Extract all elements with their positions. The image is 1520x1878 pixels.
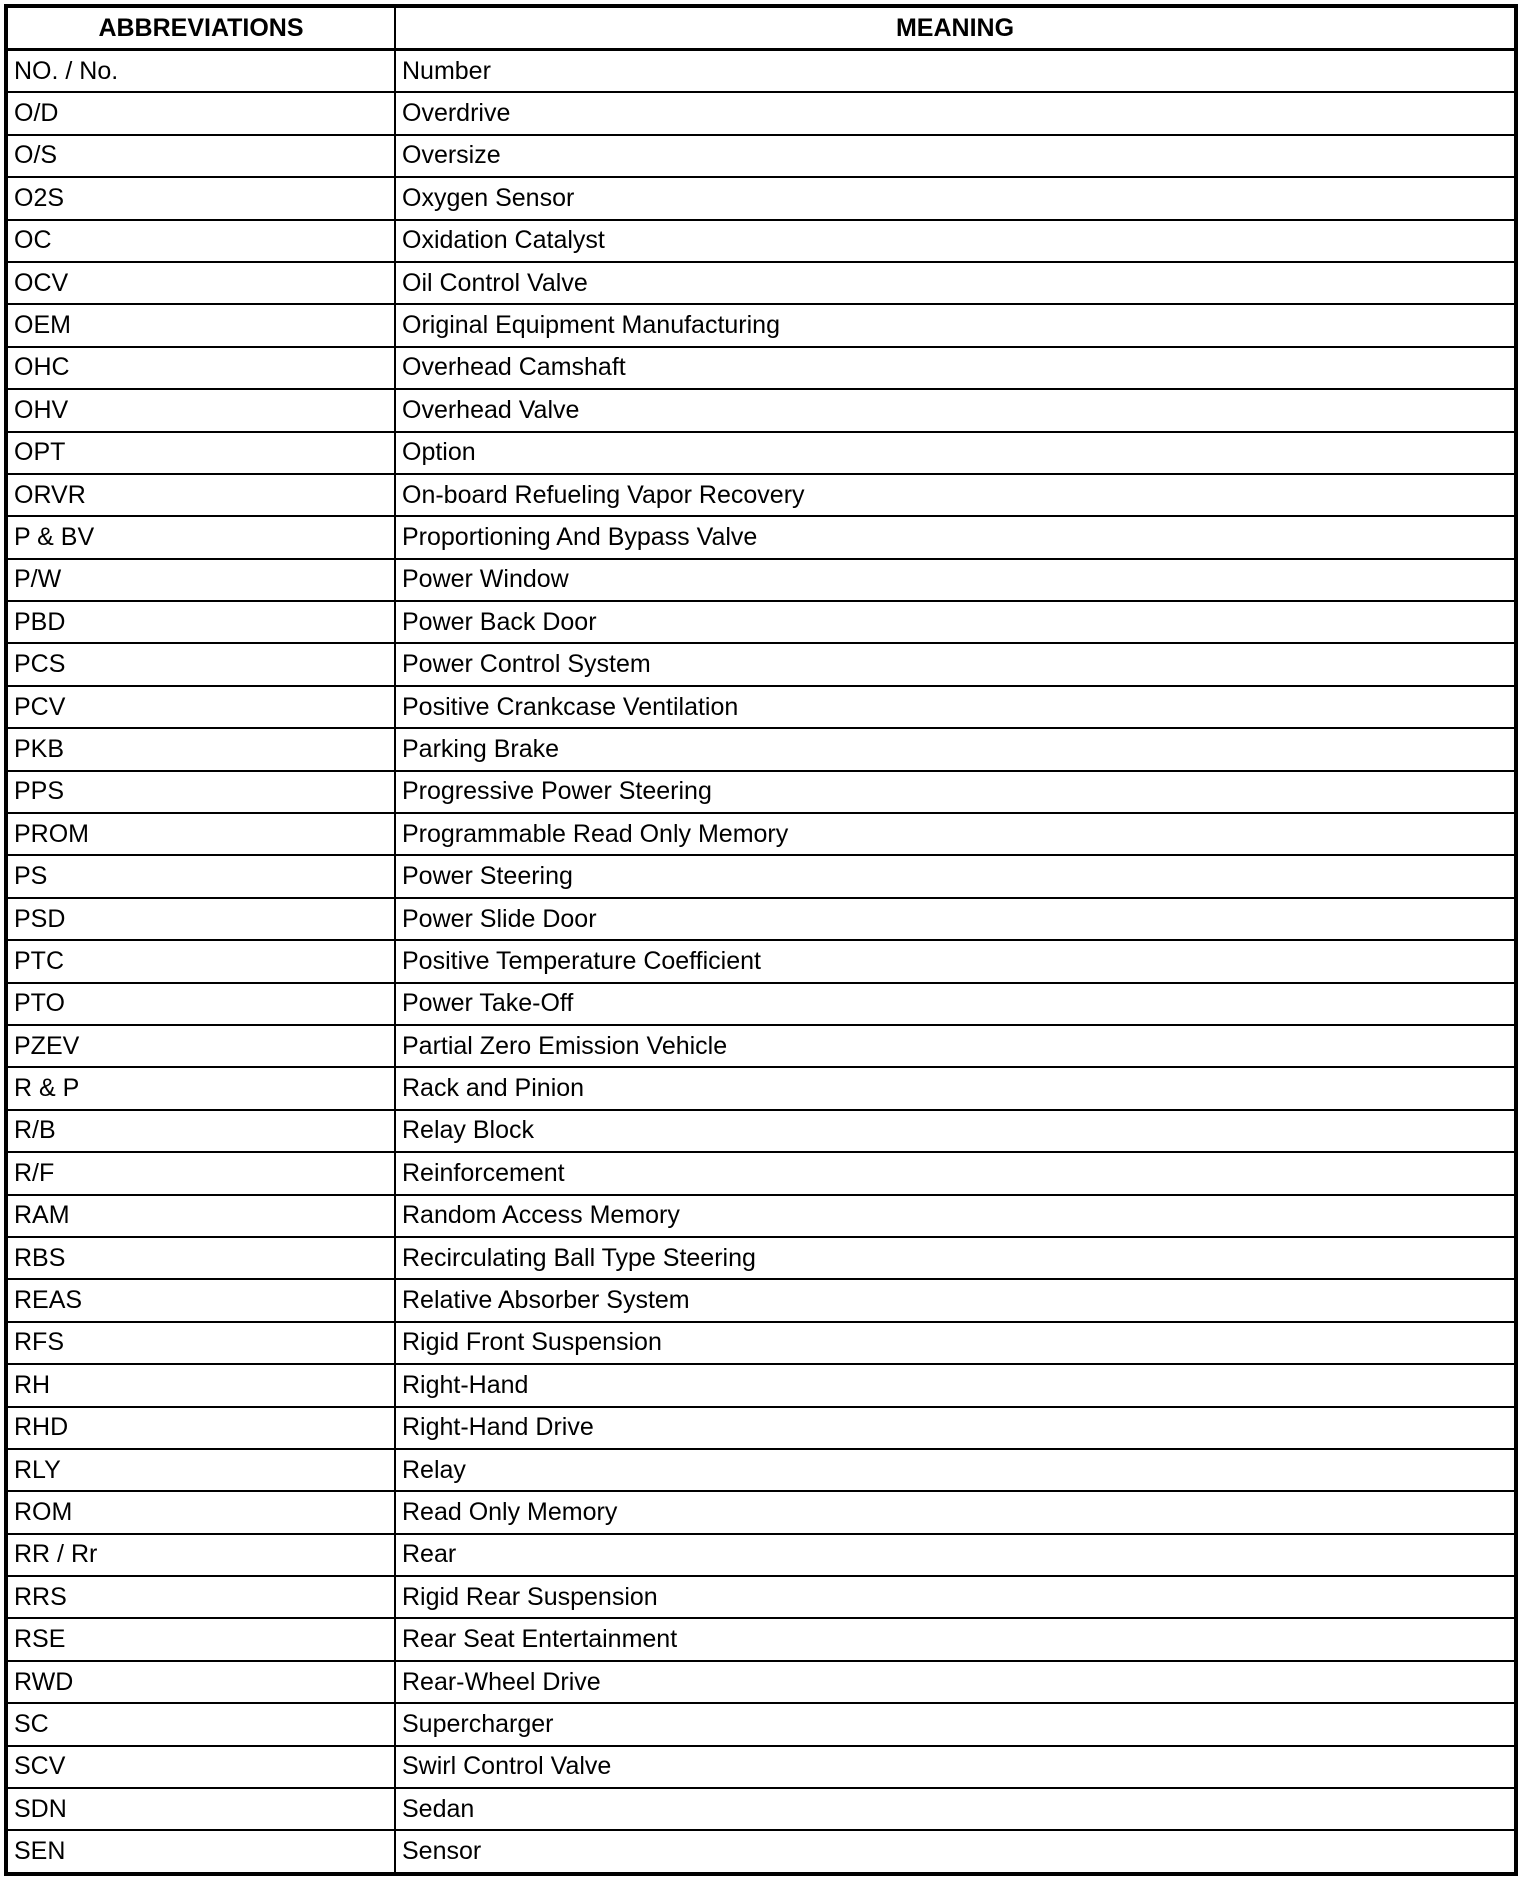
table-row xyxy=(6,50,1516,93)
abbreviation-cell: RAM xyxy=(6,1195,395,1237)
meaning-cell: Sensor xyxy=(395,1830,1516,1874)
abbreviations-table-container xyxy=(4,4,1514,1876)
abbreviation-cell: PCS xyxy=(6,643,395,685)
meaning-cell: Relay Block xyxy=(395,1110,1516,1152)
abbreviation-cell: RSE xyxy=(6,1618,395,1660)
table-row xyxy=(6,177,1516,219)
meaning-cell: Rack and Pinion xyxy=(395,1067,1516,1109)
meaning-cell: Random Access Memory xyxy=(395,1195,1516,1237)
abbreviation-cell: PBD xyxy=(6,601,395,643)
meaning-cell: Reinforcement xyxy=(395,1152,1516,1194)
table-row xyxy=(6,1364,1516,1406)
abbreviation-cell: NO. / No. xyxy=(6,50,395,93)
table-row xyxy=(6,347,1516,389)
meaning-cell: On-board Refueling Vapor Recovery xyxy=(395,474,1516,516)
abbreviation-cell: RR / Rr xyxy=(6,1534,395,1576)
abbreviation-cell: SCV xyxy=(6,1746,395,1788)
abbreviation-cell: R/B xyxy=(6,1110,395,1152)
abbreviation-cell: PROM xyxy=(6,813,395,855)
abbreviation-cell: RWD xyxy=(6,1661,395,1703)
abbreviation-cell: OHV xyxy=(6,389,395,431)
abbreviation-cell: O/D xyxy=(6,92,395,134)
table-row xyxy=(6,1025,1516,1067)
table-row xyxy=(6,389,1516,431)
abbreviation-cell: P & BV xyxy=(6,516,395,558)
meaning-cell: Rigid Rear Suspension xyxy=(395,1576,1516,1618)
table-row xyxy=(6,1830,1516,1874)
table-row xyxy=(6,771,1516,813)
meaning-cell: Parking Brake xyxy=(395,728,1516,770)
meaning-cell: Oxidation Catalyst xyxy=(395,220,1516,262)
table-row xyxy=(6,262,1516,304)
meaning-cell: Right-Hand xyxy=(395,1364,1516,1406)
table-row xyxy=(6,135,1516,177)
table-row xyxy=(6,92,1516,134)
table-row xyxy=(6,983,1516,1025)
meaning-cell: Power Steering xyxy=(395,855,1516,897)
table-row xyxy=(6,1449,1516,1491)
abbreviation-cell: ORVR xyxy=(6,474,395,516)
table-row xyxy=(6,898,1516,940)
table-row xyxy=(6,304,1516,346)
meaning-cell: Progressive Power Steering xyxy=(395,771,1516,813)
meaning-cell: Right-Hand Drive xyxy=(395,1407,1516,1449)
meaning-cell: Sedan xyxy=(395,1788,1516,1830)
table-row xyxy=(6,1152,1516,1194)
table-row xyxy=(6,1576,1516,1618)
table-row xyxy=(6,1788,1516,1830)
abbreviation-cell: R & P xyxy=(6,1067,395,1109)
meaning-cell: Power Window xyxy=(395,559,1516,601)
abbreviation-cell: SDN xyxy=(6,1788,395,1830)
table-header-row xyxy=(6,6,1516,50)
table-row xyxy=(6,1534,1516,1576)
meaning-cell: Power Control System xyxy=(395,643,1516,685)
meaning-cell: Swirl Control Valve xyxy=(395,1746,1516,1788)
abbreviation-cell: RLY xyxy=(6,1449,395,1491)
meaning-cell: Power Take-Off xyxy=(395,983,1516,1025)
abbreviation-cell: RH xyxy=(6,1364,395,1406)
meaning-cell: Rear-Wheel Drive xyxy=(395,1661,1516,1703)
table-row xyxy=(6,1237,1516,1279)
table-row xyxy=(6,1279,1516,1321)
abbreviation-cell: PKB xyxy=(6,728,395,770)
abbreviation-cell: OPT xyxy=(6,432,395,474)
abbreviation-cell: RHD xyxy=(6,1407,395,1449)
table-body xyxy=(6,50,1516,1875)
table-row xyxy=(6,1746,1516,1788)
abbreviation-cell: PPS xyxy=(6,771,395,813)
meaning-cell: Overhead Camshaft xyxy=(395,347,1516,389)
table-row xyxy=(6,1322,1516,1364)
table-row xyxy=(6,813,1516,855)
meaning-cell: Programmable Read Only Memory xyxy=(395,813,1516,855)
abbreviation-cell: OHC xyxy=(6,347,395,389)
meaning-cell: Relay xyxy=(395,1449,1516,1491)
table-row xyxy=(6,1067,1516,1109)
meaning-cell: Rear xyxy=(395,1534,1516,1576)
meaning-cell: Positive Crankcase Ventilation xyxy=(395,686,1516,728)
table-row xyxy=(6,474,1516,516)
abbreviation-cell: SC xyxy=(6,1703,395,1745)
meaning-cell: Original Equipment Manufacturing xyxy=(395,304,1516,346)
abbreviation-cell: RRS xyxy=(6,1576,395,1618)
table-row xyxy=(6,559,1516,601)
table-row xyxy=(6,601,1516,643)
meaning-cell: Recirculating Ball Type Steering xyxy=(395,1237,1516,1279)
abbreviations-table xyxy=(4,4,1518,1876)
abbreviation-cell: PTO xyxy=(6,983,395,1025)
table-row xyxy=(6,220,1516,262)
meaning-cell: Proportioning And Bypass Valve xyxy=(395,516,1516,558)
abbreviation-cell: PCV xyxy=(6,686,395,728)
abbreviation-cell: OC xyxy=(6,220,395,262)
meaning-cell: Power Slide Door xyxy=(395,898,1516,940)
table-row xyxy=(6,1110,1516,1152)
meaning-cell: Option xyxy=(395,432,1516,474)
table-row xyxy=(6,432,1516,474)
abbreviation-cell: SEN xyxy=(6,1830,395,1874)
table-row xyxy=(6,1618,1516,1660)
meaning-cell: Oxygen Sensor xyxy=(395,177,1516,219)
abbreviation-cell: PTC xyxy=(6,940,395,982)
meaning-cell: Oil Control Valve xyxy=(395,262,1516,304)
table-row xyxy=(6,1407,1516,1449)
meaning-cell: Rear Seat Entertainment xyxy=(395,1618,1516,1660)
table-row xyxy=(6,1491,1516,1533)
meaning-cell: Positive Temperature Coefficient xyxy=(395,940,1516,982)
meaning-cell: Power Back Door xyxy=(395,601,1516,643)
table-row xyxy=(6,728,1516,770)
meaning-cell: Oversize xyxy=(395,135,1516,177)
column-header-abbreviations: ABBREVIATIONS xyxy=(6,6,395,50)
abbreviation-cell: RFS xyxy=(6,1322,395,1364)
meaning-cell: Relative Absorber System xyxy=(395,1279,1516,1321)
table-row xyxy=(6,516,1516,558)
table-row xyxy=(6,643,1516,685)
meaning-cell: Partial Zero Emission Vehicle xyxy=(395,1025,1516,1067)
abbreviation-cell: OCV xyxy=(6,262,395,304)
meaning-cell: Number xyxy=(395,50,1516,93)
table-row xyxy=(6,1195,1516,1237)
meaning-cell: Overdrive xyxy=(395,92,1516,134)
meaning-cell: Supercharger xyxy=(395,1703,1516,1745)
table-row xyxy=(6,940,1516,982)
abbreviation-cell: ROM xyxy=(6,1491,395,1533)
abbreviation-cell: PSD xyxy=(6,898,395,940)
abbreviation-cell: PS xyxy=(6,855,395,897)
meaning-cell: Rigid Front Suspension xyxy=(395,1322,1516,1364)
table-row xyxy=(6,1703,1516,1745)
abbreviation-cell: RBS xyxy=(6,1237,395,1279)
abbreviation-cell: REAS xyxy=(6,1279,395,1321)
meaning-cell: Overhead Valve xyxy=(395,389,1516,431)
abbreviation-cell: P/W xyxy=(6,559,395,601)
meaning-cell: Read Only Memory xyxy=(395,1491,1516,1533)
abbreviation-cell: PZEV xyxy=(6,1025,395,1067)
abbreviation-cell: R/F xyxy=(6,1152,395,1194)
table-row xyxy=(6,855,1516,897)
table-row xyxy=(6,686,1516,728)
abbreviation-cell: O2S xyxy=(6,177,395,219)
column-header-meaning: MEANING xyxy=(395,6,1516,50)
abbreviation-cell: O/S xyxy=(6,135,395,177)
table-row xyxy=(6,1661,1516,1703)
abbreviation-cell: OEM xyxy=(6,304,395,346)
